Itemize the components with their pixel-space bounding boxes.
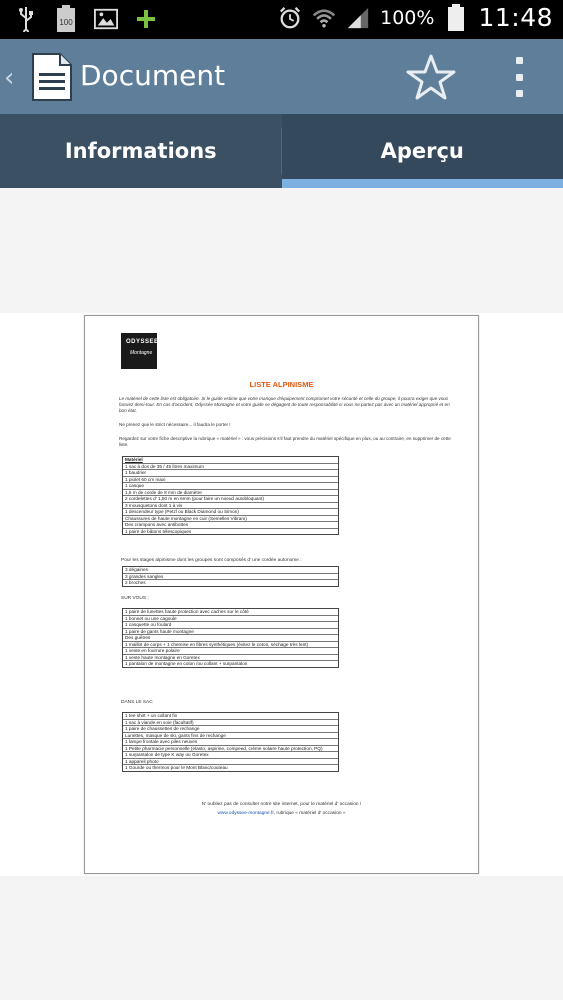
table-row: Chaussures de haute montagne en cuir (Semelles Vibram) [123,515,338,522]
table-row: 1 surpantalon de type K way ou Goretex [123,751,338,758]
tab-informations-label: Informations [64,139,217,163]
status-bar [0,0,563,39]
note-fiche: Regardez sur votre fiche descriptive la rubrique « matériel » : vous précisions s'il faut prendre du matériel spécifique en plus, ou au contraire, en supprimer de cette liste. [119,436,451,447]
sur-vous-table [122,608,339,668]
table-row: 1 paire de lunettes haute protection avec caches sur le côté [125,609,249,614]
table-row: 1 paire de chaussettes de rechange [123,725,338,732]
document-preview[interactable] [84,315,479,874]
document-app-icon[interactable] [30,51,74,108]
table-row: 3 grandes sangles [123,573,338,580]
mini-battery-label: 100 [59,18,73,27]
intro-paragraph: Le matériel de cette liste est obligatoire. Si le guide estime que votre manque d'équipement compromet votre sécurité et celle du groupe, il pourra exiger que vous fassiez demi-tour. En cas d'accident, Odyssée Montagne et votre guide se dégagent de toute responsabilité si vous ne partez pas avec un matériel approprié et en bon état. [119,396,450,413]
table-row: 1 lampe frontale avec piles neuves [123,738,338,745]
note-strict: Ne prenez que le strict nécessaire... il faudra le porter ! [119,422,231,427]
battery-icon [444,5,468,31]
table-row: 3 mousquetons dont 1 à vis [123,502,338,509]
tab-divider [281,128,282,174]
table-row: 2 cordelettes d' 1,50 m en 6mm (pour faire un noeud autobloquant) [123,495,338,502]
website-link[interactable]: www.odyssee-montagne.fr [217,811,274,816]
table-row: 1 casquette ou foulard [123,621,338,628]
back-chevron-icon[interactable]: ‹ [4,63,15,93]
tab-informations[interactable] [0,114,282,188]
battery-percent: 100% [380,6,435,29]
table-row: 1 piolet 60 cm maxi [123,476,338,483]
footer-link-rest: , rubrique « matériel d' occasion » [273,811,346,816]
table-row: 1 maillot de corps + 1 chemise en fibres synthétiques (évitez le coton, séchage très lent) [123,641,338,648]
dans-le-sac-label: DANS LE SAC [121,700,153,705]
table-row: 1 veste haute montagne en Goretex [123,654,338,661]
table-row: 1,5 m de corde de 8 mm de diamètre [123,489,338,496]
battery-100-icon [54,6,78,32]
overflow-menu-icon[interactable] [511,57,527,97]
table-row: 1 Gourde ou thermos pour le Mont Blanc/couteau [123,764,338,771]
table-row: 1 paire de bâtons télescopiques [123,528,338,535]
table-row: 1 baudrier [123,469,338,476]
footer-note: N' oubliez pas de consulter notre site internet, pour le matériel d' occasion ! [201,802,362,807]
table-row: 1 pantalon de montagne en coton /ou collant + surpantalon [123,660,338,667]
stages-label: Pour les stages alpinisme dont les groupes sont composés d' une cordée autonome : [121,558,302,563]
table-row: 1 veste en fourrure polaire [123,647,338,654]
alarm-icon [278,5,302,31]
clock: 11:48 [478,3,553,32]
logo-line2: Montagne [130,350,153,356]
wifi-icon [312,5,336,31]
table-row: Matériel [125,457,143,462]
table-row: Des guêtres [123,634,338,641]
table-row: 1 casque [123,482,338,489]
odyssee-logo [121,333,157,369]
table-row: 2 broches [123,579,338,586]
tab-apercu-label: Aperçu [380,139,464,163]
table-row: 1 sac à dos de 35 / 45 litres maximum [123,463,338,470]
table-row: 1 paire de gants haute montagne [123,628,338,635]
plus-icon [134,6,158,32]
table-row: 1 tee shirt + un collant fin [125,713,178,718]
action-bar [0,39,563,114]
footer-link-line [85,811,478,816]
star-icon[interactable] [405,53,457,106]
table-row: 1 sac à viande en soie (facultatif) [123,719,338,726]
tab-apercu[interactable] [282,114,563,188]
table-row: Lunettes, masque de ski, gants fins de rechange [123,732,338,739]
usb-icon [14,6,38,32]
table-row: 1 Petite pharmacie personnelle (elasto, aspirine, compeed, crème solaire haute protection, PQ) [123,745,338,752]
stages-table [122,566,339,587]
document-title: LISTE ALPINISME [249,380,314,389]
sur-vous-label: SUR VOUS : [121,596,149,601]
table-row: 1 descendeur type (Petzl ou Black Diamond ou Simon) [123,508,338,515]
signal-icon [346,5,370,31]
table-row: 3 dégaines [125,567,148,572]
table-row: 1 bonnet ou une cagoule [123,615,338,622]
page-title: Document [80,59,226,92]
image-icon [94,6,118,32]
table-row: Des crampons avec antibottes [123,521,338,528]
logo-line1: ODYSSEE [126,339,159,345]
table-row: 1 appareil photo [123,758,338,765]
materiel-table [122,456,339,535]
dans-le-sac-table [122,712,339,772]
